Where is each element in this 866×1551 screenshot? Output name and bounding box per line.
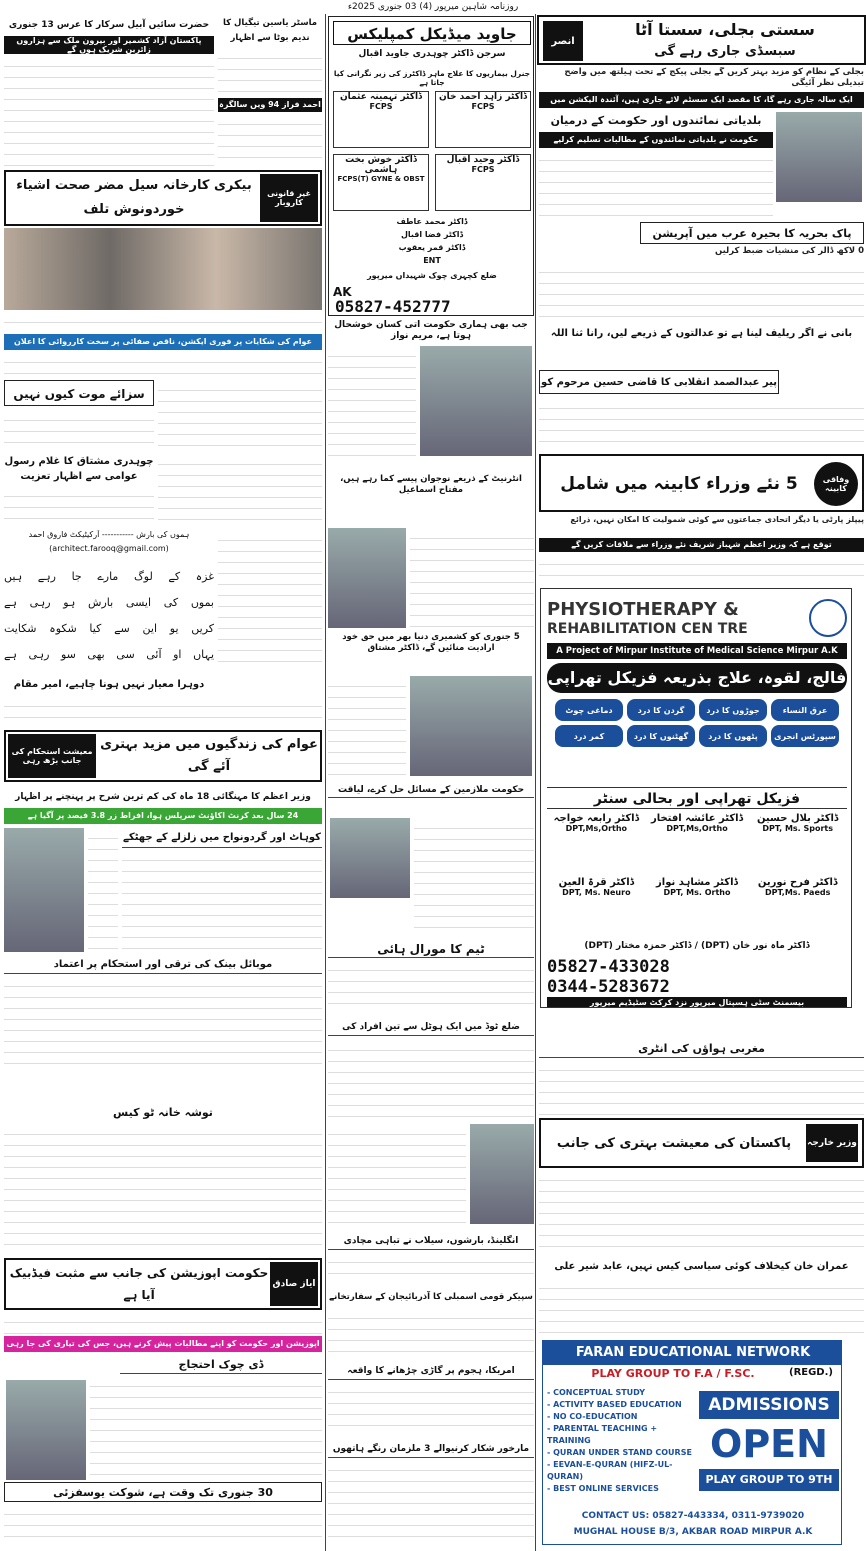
faran-title: FARAN EDUCATIONAL NETWORK [543, 1341, 842, 1365]
cabinet-badge: وفاقی کابینہ [814, 462, 858, 506]
navy-headline: پاک بحریہ کا بحیرہ عرب میں آپریشن [640, 222, 864, 244]
clinic-phone: 05827-452777 [335, 297, 451, 316]
cabinet-headline: 5 نئے وزراء کابینہ میں شامل [560, 474, 798, 494]
toshakhana-headline: توشہ خانہ ٹو کیس [113, 1106, 213, 1119]
clinic-doctor: ڈاکٹر زاہد احمد خان FCPS [435, 91, 531, 148]
rana-headline: بانی نے اگر ریلیف لینا ہے تو عدالتوں کے ذریعے لیں، رانا ثنا اللہ [550, 328, 853, 339]
faran-list-item: - ACTIVITY BASED EDUCATION [547, 1400, 682, 1409]
poem-line: غزہ کے لوگ مارے جا رہے ہیں [4, 570, 214, 583]
physio-urdu-head: فالج، لقوہ، علاج بذریعہ فزیکل تھراپی [547, 663, 847, 693]
physio-center: فزیکل تھراپی اور بحالی سنٹر [547, 787, 847, 809]
complaints-band: عوام کی شکایات پر فوری ایکشن، ناقص صفائی پر سخت کارروائی کا اعلان [4, 334, 322, 350]
side-body-3 [218, 530, 322, 670]
minister-photo [776, 112, 862, 202]
ayaz-box [4, 1258, 322, 1310]
faran-list-item: - PARENTAL TEACHING + TRAINING [547, 1424, 658, 1445]
inflation-headline: وزیر اعظم کا مہنگائی 18 ماہ کی کم ترین شرح پر پہنچنے پر اظہار [15, 792, 311, 802]
faran-list-item: - NO CO-EDUCATION [547, 1412, 638, 1421]
baloch-body [414, 818, 534, 928]
urs-body [4, 56, 214, 168]
clinic-doctor: ڈاکٹر وحید اقبال FCPS [435, 154, 531, 211]
masthead: روزنامہ شاہین میرپور (4) 03 جنوری 2025ء [347, 2, 519, 12]
ayaz-photo [6, 1380, 86, 1480]
poem-line: بموں کی ایسی بارش ہو رہی ہے [4, 596, 214, 609]
clinic-doctors [333, 91, 531, 211]
public-lives-headline: عوام کی زندگیوں میں مزید بہتری آئے گی [100, 737, 318, 774]
talks-headline: بلدیاتی نمائندوں اور حکومت کے درمیان [550, 114, 762, 127]
poem-email: (architect.farooq@gmail.com) [49, 544, 169, 553]
death-body [4, 410, 154, 450]
condolence-headline: ماسٹر یاسین تیگیال کا ندیم بوٹا سے اظہار [222, 18, 318, 43]
ayaz-band: اپوزیشن اور حکومت کو اپنے مطالبات پیش کرنے ہیں، جس کی تیاری کی جا رہی [4, 1336, 322, 1352]
clinic-surgeon: سرجن ڈاکٹر چوہدری جاوید اقبال [358, 49, 506, 59]
clinic-address: ضلع کچہری چوک شہیداں میرپور [367, 271, 497, 280]
bakery-photo [4, 228, 322, 310]
clinic-ad [328, 16, 534, 316]
public-lives-badge: معیشت استحکام کی جانب بڑھ رہی [8, 734, 96, 778]
physio-doctor: ڈاکٹر مشاہد نواز DPT, Ms. Ortho [656, 877, 738, 897]
poem-line: یہاں او آئی سی بھی سو رہی ہے [4, 648, 214, 661]
england-headline: انگلینڈ، بارشوں، سیلاب نے تباہی مچادی [328, 1232, 534, 1250]
clinic-doctor: ڈاکٹر تہمینہ عثمان FCPS [333, 91, 429, 148]
physio-tags [547, 699, 847, 785]
pm-body [88, 828, 118, 952]
markhor-headline: مارخور شکار کرنیوالے 3 ملزمان رنگے ہاتھوں [328, 1440, 534, 1458]
side-body [158, 380, 322, 450]
miftah-body [410, 528, 534, 628]
lead-subheadline: سبسڈی جاری رہے گی [654, 44, 796, 59]
news-photo [470, 1124, 534, 1224]
faran-list [547, 1387, 697, 1505]
talks-band: حکومت نے بلدیاتی نمائندوں کے مطالبات تسلیم کرلیے [539, 132, 773, 148]
mushtaq-condolence-body [4, 486, 154, 522]
dchowk-body [90, 1376, 322, 1480]
dchowk-headline: ڈی چوک احتجاج [120, 1356, 322, 1374]
cabinet-band: پیپلز پارٹی یا دیگر اتحادی جماعتوں سے کوئی شمولیت کا امکان نہیں، ذرائع [570, 515, 864, 524]
urs-headline: حضرت سائیں آبیل سرکار کا عرس 13 جنوری [8, 20, 210, 30]
maryam-body [328, 346, 416, 456]
cabinet-body [539, 554, 864, 584]
poem-author: آرکیٹیکٹ فاروق احمد [28, 530, 100, 539]
faran-list-item: - BEST ONLINE SERVICES [547, 1484, 659, 1493]
faran-address: MUGHAL HOUSE B/3, AKBAR ROAD MIRPUR A.K [573, 1527, 813, 1537]
clinic-doctor: ڈاکٹر خوش بخت ہاشمی FCPS(T) GYNE & OBST [333, 154, 429, 211]
pir-body [539, 398, 864, 448]
physio-doctor: ڈاکٹر بلال حسین DPT, Ms. Sports [756, 813, 839, 833]
bakery-box [4, 170, 322, 226]
faraz-headline: احمد فراز 94 ویں سالگرہ [218, 98, 322, 112]
faran-subtitle: PLAY GROUP TO F.A / F.SC. [591, 1367, 755, 1380]
faraz-body [218, 114, 322, 168]
physio-phone2: 0344-5283672 [547, 977, 670, 997]
shaukat-body [4, 1504, 322, 1546]
mushtaq-body [328, 676, 406, 776]
abid-body [539, 1278, 864, 1338]
mushtaq-photo [410, 676, 532, 776]
ayaz-badge: ایاز صادق [270, 1262, 318, 1306]
speaker-headline: سپیکر قومی اسمبلی کا آذربائیجان کے سفارتخانے [329, 1292, 533, 1302]
physio-doctor: ڈاکٹر عائشہ افتخار DPT,Ms,Ortho [650, 813, 744, 833]
baloch-headline: حکومت ملازمین کے مسائل حل کرے، لیاقت [328, 782, 534, 798]
bakery-headline: بیکری کارخانہ سیل مضر صحت اشیاء خوردونوش تلف [16, 178, 252, 217]
navy-sub: 0 لاکھ ڈالر کی منشیات ضبط کرلیں [714, 246, 864, 256]
quake-body [122, 850, 322, 952]
economy-badge: وزیر خارجہ [806, 1124, 858, 1162]
column-divider [535, 14, 536, 1551]
physio-address: بیسمنٹ سٹی ہسپتال میرپور نزد کرکٹ سٹیڈیم میرپور [547, 997, 847, 1008]
economy-box [539, 1118, 864, 1168]
amir-body [4, 696, 322, 722]
amir-headline: دوہرا معیار نہیں ہونا چاہیے، امیر مقام [13, 679, 205, 690]
complaints-body [4, 352, 322, 374]
mushtaq-headline: 5 جنوری کو کشمیری دنیا بھر میں حق خود ارادیت منائیں گے، ڈاکٹر مشتاق [342, 632, 520, 653]
economy-body [539, 1170, 864, 1254]
news-body [328, 1124, 466, 1224]
physio-doctor: ڈاکٹر فرح نورین DPT,Ms. Paeds [757, 877, 838, 897]
poem-lines [4, 564, 214, 668]
physio-title2: REHABILITATION CEN TRE [547, 621, 748, 637]
abid-headline: عمران خان کیخلاف کوئی سیاسی کیس نہیں، عابد شیر علی [554, 1261, 849, 1272]
team-headline: ٹیم کا مورال ہائی [328, 940, 534, 958]
physio-tag: سپورٹس انجری [771, 725, 839, 747]
bakery-caption [4, 312, 322, 332]
institute-logo-icon [809, 599, 847, 637]
winds-body [539, 1060, 864, 1116]
speaker-body [328, 1308, 534, 1356]
markhor-body [328, 1460, 534, 1546]
poem-header: ہموں کی بارش ----------- آرکیٹیکٹ فاروق احمد [28, 530, 190, 539]
economy-headline: پاکستان کی معیشت بہتری کی جانب [556, 1136, 792, 1151]
physio-tag: دماغی چوٹ [555, 699, 623, 721]
physio-tag: کمر درد [555, 725, 623, 747]
pir-headline: پیر عبدالصمد انقلابی کا قاضی حسین مرحوم کو [539, 370, 779, 394]
faran-list-item: - EEVAN-E-QURAN (HIFZ-UL-QURAN) [547, 1460, 673, 1481]
miftah-headline: انٹرنیٹ کے ذریعے نوجوان پیسے کما رہے ہیں، مفتاح اسماعیل [340, 474, 522, 495]
england-body [328, 1252, 534, 1284]
miftah-photo [328, 528, 406, 628]
poem-box [4, 530, 214, 670]
public-lives-box [4, 730, 322, 782]
hotel-headline: ضلع ٹوڈ میں ایک ہوٹل سے تین افراد کی [328, 1018, 534, 1036]
toshakhana-body [4, 1124, 322, 1254]
physio-subtitle: A Project of Mirpur Institute of Medical Science Mirpur A.K [547, 643, 847, 659]
physio-tag: گھٹنوں کا درد [627, 725, 695, 747]
baloch-photo [330, 818, 410, 898]
lead-band: ایک سالہ جاری رہے گا، کا مقصد ایک سسٹم لائے جاری ہیں، آئندہ الیکشن میں [539, 92, 864, 108]
death-headline: سزائے موت کیوں نہیں [4, 380, 154, 406]
physio-more-doctors: ڈاکٹر ماہ نور خان (DPT) / ڈاکٹر حمزہ مختار (DPT) [584, 941, 810, 951]
faran-open: OPEN [710, 1422, 828, 1466]
maryam-photo [420, 346, 532, 456]
clinic-city: AK [333, 285, 352, 299]
talks-body [539, 150, 773, 218]
physio-tag: جوڑوں کا درد [699, 699, 767, 721]
team-body [328, 960, 534, 1014]
physio-tag: گردن کا درد [627, 699, 695, 721]
physio-phone1: 05827-433028 [547, 957, 670, 977]
bank-headline: موبائل بینک کی ترقی اور استحکام پر اعتماد [4, 956, 322, 974]
faran-contact: CONTACT US: 05827-443334, 0311-9739020 [581, 1511, 805, 1521]
clinic-extra-doctors: ڈاکٹر محمد عاطف ڈاکٹر فضا اقبال ڈاکٹر قمر یعقوب ENT [396, 217, 468, 265]
column-divider [325, 14, 326, 1551]
bank-body [4, 976, 322, 1070]
physio-ad [540, 588, 852, 1008]
physio-tag: پٹھوں کا درد [699, 725, 767, 747]
us-body [328, 1382, 534, 1434]
winds-headline: مغربی ہواؤں کی انٹری [539, 1040, 864, 1058]
physio-doctor: ڈاکٹر قرۃ العین DPT, Ms. Neuro [558, 877, 635, 897]
us-headline: امریکا، ہجوم پر گاڑی چڑھانے کا واقعہ [328, 1362, 534, 1380]
lead-headline-box [537, 15, 866, 65]
clinic-title: جاوید میڈیکل کمپلیکس [333, 21, 531, 45]
physio-title: PHYSIOTHERAPY & [547, 599, 739, 619]
faran-list-item: - QURAN UNDER STAND COURSE [547, 1448, 692, 1457]
navy-body [539, 262, 864, 322]
side-body-2 [158, 454, 322, 522]
faran-regd: (REGD.) [789, 1367, 833, 1378]
hotel-body [328, 1040, 534, 1118]
bakery-badge: غیر قانونی کاروبار [260, 174, 318, 222]
poem-line: کریں یو این سے کیا شکوہ شکایت [4, 622, 214, 635]
ayaz-body [4, 1312, 322, 1334]
lead-headline: سستی بجلی، سستا آٹا [635, 20, 815, 39]
physio-doctor: ڈاکٹر رابعہ خواجہ DPT,Ms,Ortho [553, 813, 640, 833]
lead-intro: بجلی کے نظام کو مزید بہتر کریں گے بجلی پیکج کے تحت ہیلتھ میں واضح تبدیلی نظر آئیگی [564, 67, 864, 88]
maryam-headline: جب بھی ہماری حکومت آتی کسان خوشحال ہوتا ہے، مریم نواز [334, 320, 528, 341]
faran-ad [542, 1340, 842, 1545]
shaukat-headline: 30 جنوری تک وقت ہے، شوکت یوسفزئی [4, 1482, 322, 1502]
quake-headline: کوہاٹ اور گردونواح میں زلزلے کے جھٹکے [122, 828, 322, 848]
cabinet-box [539, 454, 864, 512]
lead-badge: انصر [543, 21, 583, 61]
condolence-body [218, 48, 322, 96]
clinic-intro: جنرل بیماریوں کا علاج ماہر ڈاکٹرز کی زیر نگرانی کیا جاتا ہے [333, 69, 531, 87]
physio-doctors [547, 813, 847, 939]
pm-photo [4, 828, 84, 952]
faran-list-item: - CONCEPTUAL STUDY [547, 1388, 646, 1397]
poem-title: ہموں کی بارش [136, 530, 190, 539]
faran-admissions: ADMISSIONS [699, 1391, 839, 1419]
ayaz-headline: حکومت اپوزیشن کی جانب سے مثبت فیڈبیک آیا ہے [9, 1266, 269, 1302]
mushtaq-condolence-headline: چوہدری مشتاق کا غلام رسول عوامی سے اظہار تعزیت [4, 456, 154, 482]
urs-band: پاکستان آزاد کشمیر اور بیرون ملک سے ہزاروں زائرین شریک ہوں گے [4, 36, 214, 54]
physio-tag: عرق النساء [771, 699, 839, 721]
inflation-band: 24 سال بعد کرنٹ اکاؤنٹ سرپلس ہوا، افراط زر 3.8 فیصد پر آگیا ہے [4, 808, 322, 824]
cabinet-band2: توقع ہے کہ وزیر اعظم شہباز شریف نئے وزراء سے ملاقات کریں گے [539, 538, 864, 552]
faran-playgroup: PLAY GROUP TO 9TH [699, 1469, 839, 1491]
